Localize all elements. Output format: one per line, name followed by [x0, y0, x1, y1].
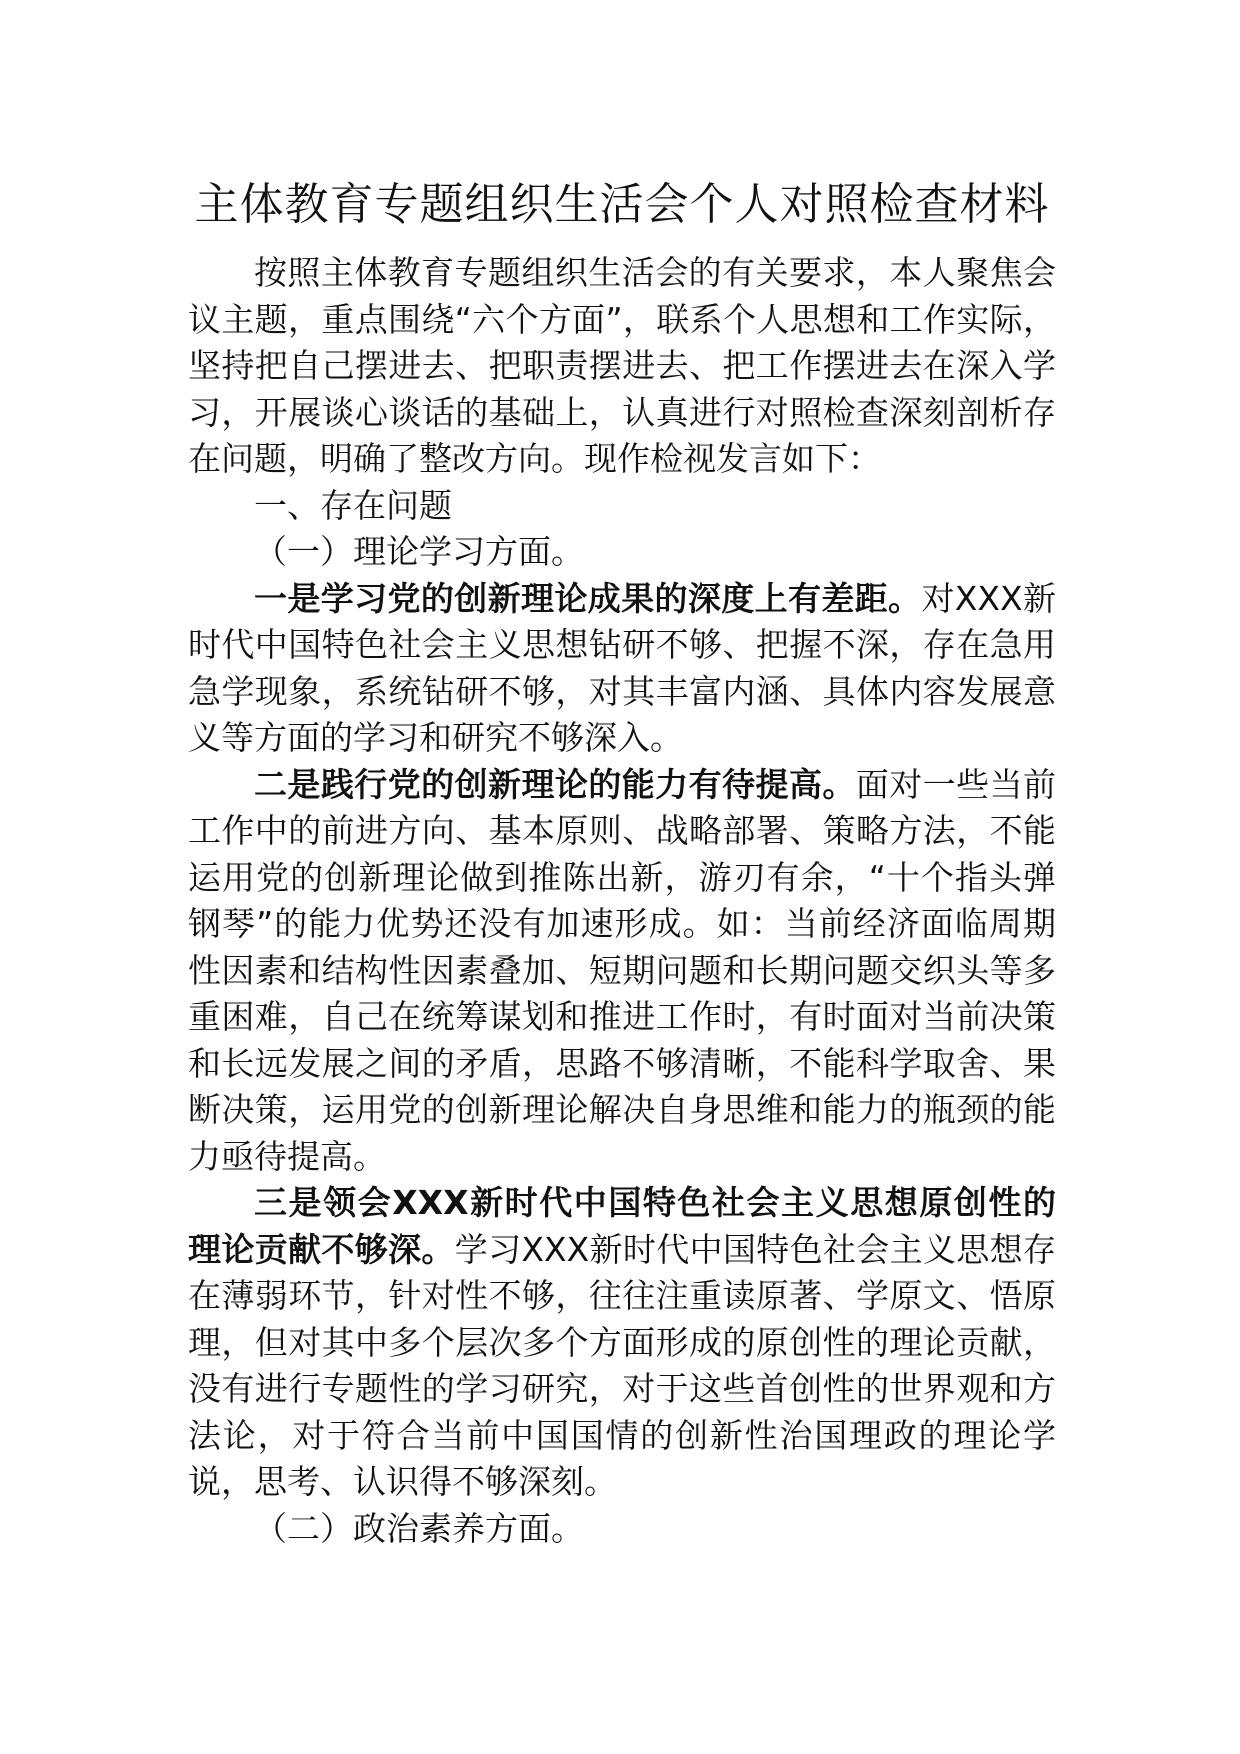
subsection-heading-theory-study: （一）理论学习方面。 — [254, 532, 584, 571]
item-body-3: 学习XXX新时代中国特色社会主义思想存在薄弱环节，针对性不够，往往注重读原著、学原文、悟原理，但对其中多个层次多个方面形成的原创性的理论贡献，没有进行专题性的学习研究，对于这些首创性的世界观和方法论，对于符合当前中国国情的创新性治国理政的理论学说，思考、认识得不够深刻。 — [188, 1229, 1057, 1501]
item-lead-3: 三是领会XXX新时代中国特色社会主义思想原创性的理论贡献不够深。 — [188, 1183, 1056, 1269]
item-lead-2: 二是践行党的创新理论的能力有待提高。 — [254, 764, 856, 804]
item-body-2: 面对一些当前工作中的前进方向、基本原则、战略部署、策略方法，不能运用党的创新理论做到推陈出新，游刃有余，“十个指头弹钢琴”的能力优势还没有加速形成。如：当前经济面临周期性因素和结构性因素叠加、短期问题和长期问题交织头等多重困难，自己在统筹谋划和推进工作时，有时面对当前决策和长远发展之间的矛盾，思路不够清晰，不能科学取舍、果断决策，运用党的创新理论解决自身思维和能力的瓶颈的能力亟待提高。 — [188, 764, 1057, 1176]
document-page — [188, 160, 1056, 1552]
item-lead-1: 一是学习党的创新理论成果的深度上有差距。 — [254, 578, 922, 618]
document-title: 主体教育专题组织生活会个人对照检查材料 — [194, 179, 1050, 230]
section-heading-problems: 一、存在问题 — [254, 485, 452, 525]
item-paragraph-3 — [188, 1180, 1056, 1506]
item-paragraph-2 — [188, 762, 1056, 1181]
item-body-1: 对XXX新时代中国特色社会主义思想钻研不够、把握不深，存在急用急学现象，系统钻研不够，对其丰富内涵、具体内容发展意义等方面的学习和研究不够深入。 — [188, 578, 1057, 757]
item-paragraph-1 — [188, 576, 1056, 762]
intro-paragraph: 按照主体教育专题组织生活会的有关要求，本人聚焦会议主题，重点围绕“六个方面”，联系个人思想和工作实际，坚持把自己摆进去、把职责摆进去、把工作摆进去在深入学习，开展谈心谈话的基础上，认真进行对照检查深刻剖析存在问题，明确了整改方向。现作检视发言如下： — [188, 253, 1056, 478]
subsection-heading-political-quality: （二）政治素养方面。 — [254, 1508, 584, 1548]
